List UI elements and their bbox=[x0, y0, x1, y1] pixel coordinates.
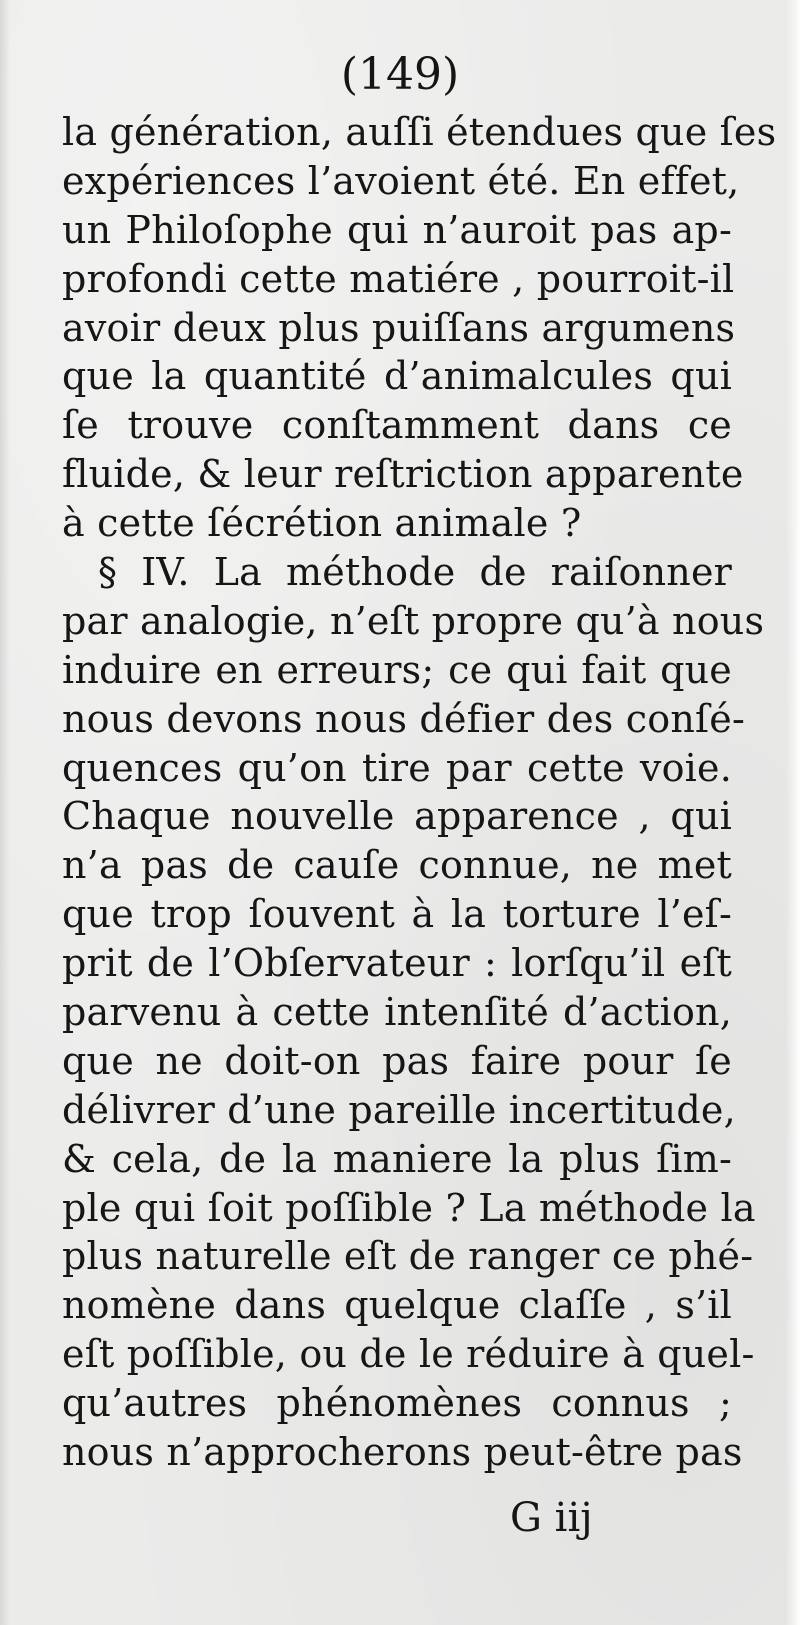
text-line: quences qu’on tire par cette voie. bbox=[62, 745, 732, 790]
text-line: que ne doit-on pas faire pour ſe bbox=[62, 1038, 732, 1083]
text-line: ſe trouve conſtamment dans ce bbox=[62, 403, 732, 448]
text-line: la génération, auſſi étendues que ſes bbox=[62, 110, 777, 154]
text-line: délivrer d’une pareille incertitude, bbox=[62, 1087, 736, 1132]
section-heading-line: § IV. La méthode de raiſonner bbox=[98, 550, 732, 595]
text-line: nomène dans quelque claſſe , s’il bbox=[62, 1283, 732, 1328]
text-line: un Philoſophe qui n’auroit pas ap- bbox=[62, 207, 732, 252]
text-line: eſt poſſible, ou de le réduire à quel- bbox=[62, 1332, 755, 1377]
text-line: prit de l’Obſervateur : lorſqu’il eſt bbox=[62, 941, 732, 986]
text-line: Chaque nouvelle apparence , qui bbox=[62, 794, 732, 839]
text-line: induire en erreurs; ce qui fait que bbox=[62, 647, 732, 692]
text-line: que la quantité d’animalcules qui bbox=[62, 354, 732, 399]
page-left-edge-shadow bbox=[0, 0, 10, 1625]
text-line: qu’autres phénomènes connus ; bbox=[62, 1381, 732, 1426]
text-line: que trop ſouvent à la torture l’eſ- bbox=[62, 892, 732, 937]
text-line: ple qui ſoit poſſible ? La méthode la bbox=[62, 1185, 756, 1230]
paragraph-end-line: à cette ſécrétion animale ? bbox=[62, 501, 582, 546]
signature-mark: G iij bbox=[510, 1495, 593, 1541]
page-number: (149) bbox=[340, 49, 460, 100]
body-text bbox=[62, 108, 777, 1477]
text-line: n’a pas de cauſe connue, ne met bbox=[62, 843, 732, 888]
text-line: nous devons nous défier des conſé- bbox=[62, 696, 746, 741]
page-right-edge bbox=[786, 0, 800, 1625]
text-line: profondi cette matiére , pourroit-il bbox=[62, 256, 735, 301]
text-line: fluide, & leur reſtriction apparente bbox=[62, 452, 744, 497]
text-line: nous n’approcherons peut-être pas bbox=[62, 1430, 743, 1475]
text-line: par analogie, n’eſt propre qu’à nous bbox=[62, 598, 765, 643]
text-line: avoir deux plus puiſſans argumens bbox=[62, 305, 736, 350]
text-line: parvenu à cette intenſité d’action, bbox=[62, 990, 732, 1035]
text-line: plus naturelle eſt de ranger ce phé- bbox=[62, 1234, 754, 1279]
text-line: & cela, de la maniere la plus ſim- bbox=[62, 1136, 732, 1181]
text-line: expériences l’avoient été. En effet, bbox=[62, 158, 740, 203]
